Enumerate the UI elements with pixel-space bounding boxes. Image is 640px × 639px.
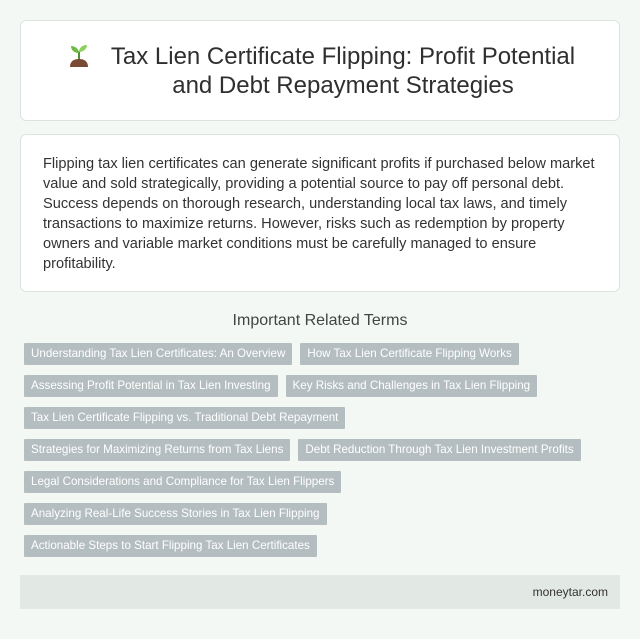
term-tag[interactable]: Key Risks and Challenges in Tax Lien Flipping	[286, 375, 538, 397]
footer-site-link[interactable]: moneytar.com	[532, 585, 608, 599]
term-row	[20, 407, 620, 429]
term-tag[interactable]: Analyzing Real-Life Success Stories in Tax Lien Flipping	[24, 503, 327, 525]
term-tag[interactable]: Understanding Tax Lien Certificates: An Overview	[24, 343, 292, 365]
term-tag[interactable]: Actionable Steps to Start Flipping Tax Lien Certificates	[24, 535, 317, 557]
term-row	[20, 375, 620, 397]
page-title-line2: and Debt Repayment Strategies	[172, 71, 514, 99]
term-row	[20, 471, 620, 493]
term-tag[interactable]: How Tax Lien Certificate Flipping Works	[300, 343, 518, 365]
term-tag[interactable]: Debt Reduction Through Tax Lien Investment Profits	[298, 439, 580, 461]
footer	[20, 575, 620, 609]
term-tag[interactable]: Strategies for Maximizing Returns from Tax Liens	[24, 439, 290, 461]
term-row	[20, 439, 620, 461]
title-card	[20, 20, 620, 121]
related-terms-list	[20, 343, 620, 567]
sprout-icon	[65, 43, 93, 71]
title-wrap	[21, 42, 619, 100]
term-tag[interactable]: Legal Considerations and Compliance for Tax Lien Flippers	[24, 471, 341, 493]
term-row	[20, 535, 620, 557]
page-title	[111, 42, 575, 100]
term-tag[interactable]: Assessing Profit Potential in Tax Lien Investing	[24, 375, 278, 397]
term-tag[interactable]: Tax Lien Certificate Flipping vs. Traditional Debt Repayment	[24, 407, 345, 429]
term-row	[20, 343, 620, 365]
related-terms-title: Important Related Terms	[232, 312, 408, 329]
term-row	[20, 503, 620, 525]
summary-card	[20, 134, 620, 292]
page-title-line1: Tax Lien Certificate Flipping: Profit Potential	[110, 42, 576, 70]
summary-text: Flipping tax lien certificates can generate significant profits if purchased below market value and sold strategically, providing a potential source to pay off personal debt. Success depends on thorough research, understanding local tax laws, and timely transactions to maximize returns. However, risks such as redemption by property owners and variable market conditions must be carefully managed to ensure profitability.	[43, 156, 595, 272]
